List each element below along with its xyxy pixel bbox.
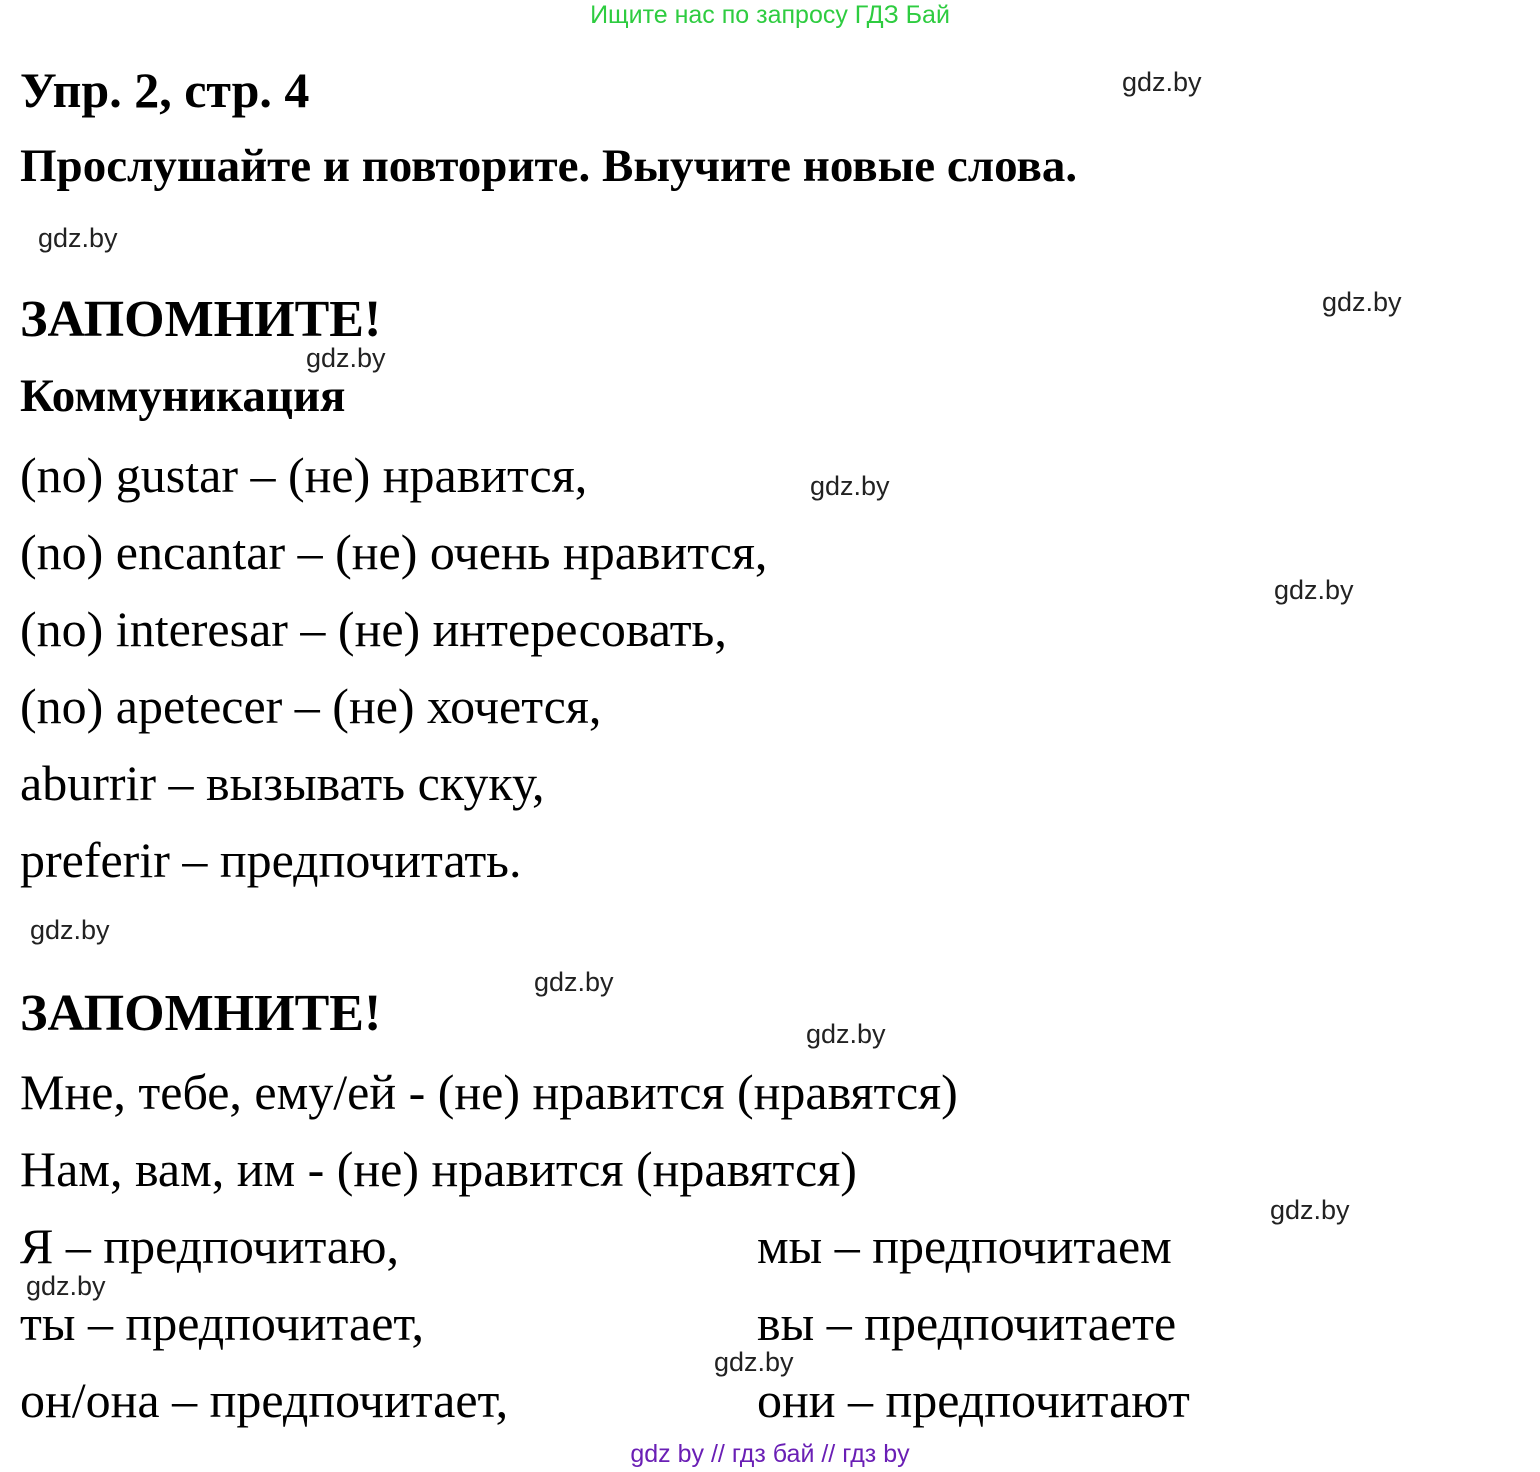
vocab-line-preferir: preferir – предпочитать. bbox=[20, 832, 522, 888]
vocab-line-interesar: (no) interesar – (не) интересовать, bbox=[20, 601, 727, 657]
vocab-line-aburrir: aburrir – вызывать скуку, bbox=[20, 755, 545, 811]
watermark: gdz.by bbox=[810, 471, 890, 501]
watermark: gdz.by bbox=[806, 1019, 886, 1049]
watermark: gdz.by bbox=[1122, 67, 1202, 97]
exercise-title: Упр. 2, стр. 4 bbox=[20, 62, 310, 118]
conjugation-vosotros: вы – предпочитаете bbox=[757, 1295, 1177, 1351]
top-banner: Ищите нас по запросу ГДЗ Бай bbox=[590, 1, 950, 29]
conjugation-ellos: они – предпочитают bbox=[757, 1372, 1190, 1428]
vocab-line-encantar: (no) encantar – (не) очень нравится, bbox=[20, 524, 768, 580]
watermark: gdz.by bbox=[38, 223, 118, 253]
vocab-line-gustar: (no) gustar – (не) нравится, bbox=[20, 447, 588, 503]
watermark: gdz.by bbox=[1270, 1195, 1350, 1225]
watermark: gdz.by bbox=[1274, 575, 1354, 605]
vocab-line-apetecer: (no) apetecer – (не) хочется, bbox=[20, 678, 602, 734]
communication-subheading: Коммуникация bbox=[20, 370, 346, 422]
watermark: gdz.by bbox=[306, 343, 386, 373]
watermark: gdz.by bbox=[714, 1347, 794, 1377]
conjugation-tu: ты – предпочитает, bbox=[20, 1295, 424, 1351]
watermark: gdz.by bbox=[534, 967, 614, 997]
watermark: gdz.by bbox=[1322, 287, 1402, 317]
conjugation-el-ella: он/она – предпочитает, bbox=[20, 1372, 509, 1428]
watermark: gdz.by bbox=[26, 1271, 106, 1301]
task-instruction: Прослушайте и повторите. Выучите новые слова. bbox=[20, 140, 1078, 192]
conjugation-yo: Я – предпочитаю, bbox=[20, 1218, 399, 1274]
rule-line-singular: Мне, тебе, ему/ей - (не) нравится (нравятся) bbox=[20, 1064, 958, 1120]
remember-heading-1: ЗАПОМНИТЕ! bbox=[20, 291, 382, 348]
remember-heading-2: ЗАПОМНИТЕ! bbox=[20, 985, 382, 1042]
rule-line-plural: Нам, вам, им - (не) нравится (нравятся) bbox=[20, 1141, 857, 1197]
footer-links: gdz by // гдз бай // гдз by bbox=[630, 1440, 910, 1468]
conjugation-nosotros: мы – предпочитаем bbox=[757, 1218, 1172, 1274]
watermark: gdz.by bbox=[30, 915, 110, 945]
